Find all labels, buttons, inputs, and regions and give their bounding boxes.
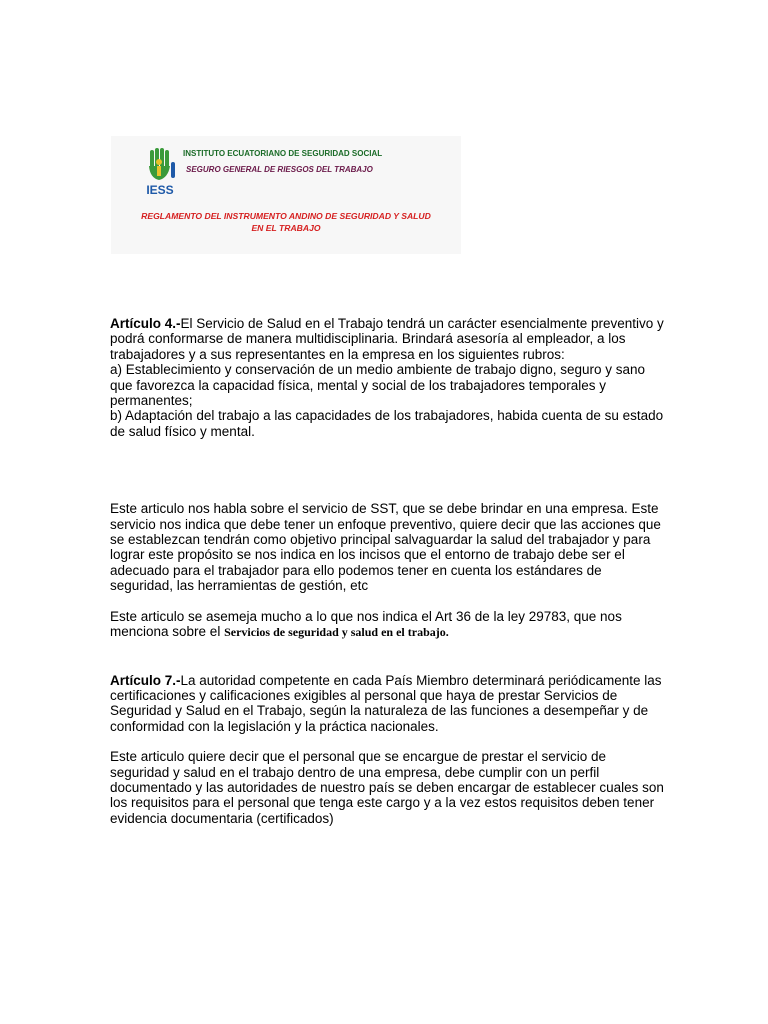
institute-subtitle: SEGURO GENERAL DE RIESGOS DEL TRABAJO	[186, 165, 373, 174]
commentary-2	[110, 609, 665, 641]
article4-label: Artículo 4.-	[110, 316, 181, 331]
commentary-2-emphasis: Servicios de seguridad y salud en el trabajo.	[224, 625, 449, 640]
article7-label: Artículo 7.-	[110, 672, 181, 688]
header-banner	[111, 136, 461, 254]
regulation-title-line2: EN EL TRABAJO	[251, 223, 321, 233]
article4-item-b: b) Adaptación del trabajo a las capacidades de los trabajadores, habida cuenta de su estado de salud físico y mental.	[110, 408, 664, 439]
logo-text: IESS	[146, 183, 174, 197]
article7-text: La autoridad competente en cada País Miembro determinará periódicamente las certificaciones y calificaciones exigibles al personal que haya de prestar Servicios de Seguridad y Salud en el Trabajo, según la naturaleza de las funciones a desempeñar y de conformidad con la legislación y la práctica nacionales.	[110, 672, 662, 734]
commentary-2-text: Este articulo se asemeja mucho a lo que nos indica el Art 36 de la ley 29783, que nos menciona sobre el	[110, 608, 622, 640]
article4-paragraph	[110, 316, 665, 362]
commentary-1: Este articulo nos habla sobre el servicio de SST, que se debe brindar en una empresa. Este servicio nos indica que debe tener un enfoque preventivo, quiere decir que las acciones que se establezcan tendrán como objetivo principal salvaguardar la salud del trabajador y para lograr este propósito se nos indica en los incisos que el entorno de trabajo debe ser el adecuado para el trabajador para ello podemos tener en cuenta los estándares de seguridad, las herramientas de gestión, etc	[110, 501, 661, 594]
commentary-3: Este articulo quiere decir que el personal que se encargue de prestar el servicio de seguridad y salud en el trabajo dentro de una empresa, debe cumplir con un perfil documentado y las autoridades de nuestro país se deben encargar de establecer cuales son los requisitos para el personal que tenga este cargo y a la vez estos requisitos deben tener evidencia documentaria (certificados)	[110, 749, 664, 826]
regulation-title	[111, 210, 461, 234]
article4-item-a: a) Establecimiento y conservación de un medio ambiente de trabajo digno, seguro y sano que favorezca la capacidad física, mental y social de los trabajadores temporales y permanentes;	[110, 362, 646, 409]
article7-paragraph	[110, 673, 665, 735]
iess-logo	[144, 148, 184, 198]
institute-name: INSTITUTO ECUATORIANO DE SEGURIDAD SOCIAL	[183, 149, 383, 158]
regulation-title-line1: REGLAMENTO DEL INSTRUMENTO ANDINO DE SEGURIDAD Y SALUD	[141, 211, 431, 221]
document-body	[110, 316, 665, 826]
article4-intro: El Servicio de Salud en el Trabajo tendrá un carácter esencialmente preventivo y podrá conformarse de manera multidisciplinaria. Brindará asesoría al empleador, a los trabajadores y a sus representantes en la empresa en los siguientes rubros:	[110, 316, 664, 362]
